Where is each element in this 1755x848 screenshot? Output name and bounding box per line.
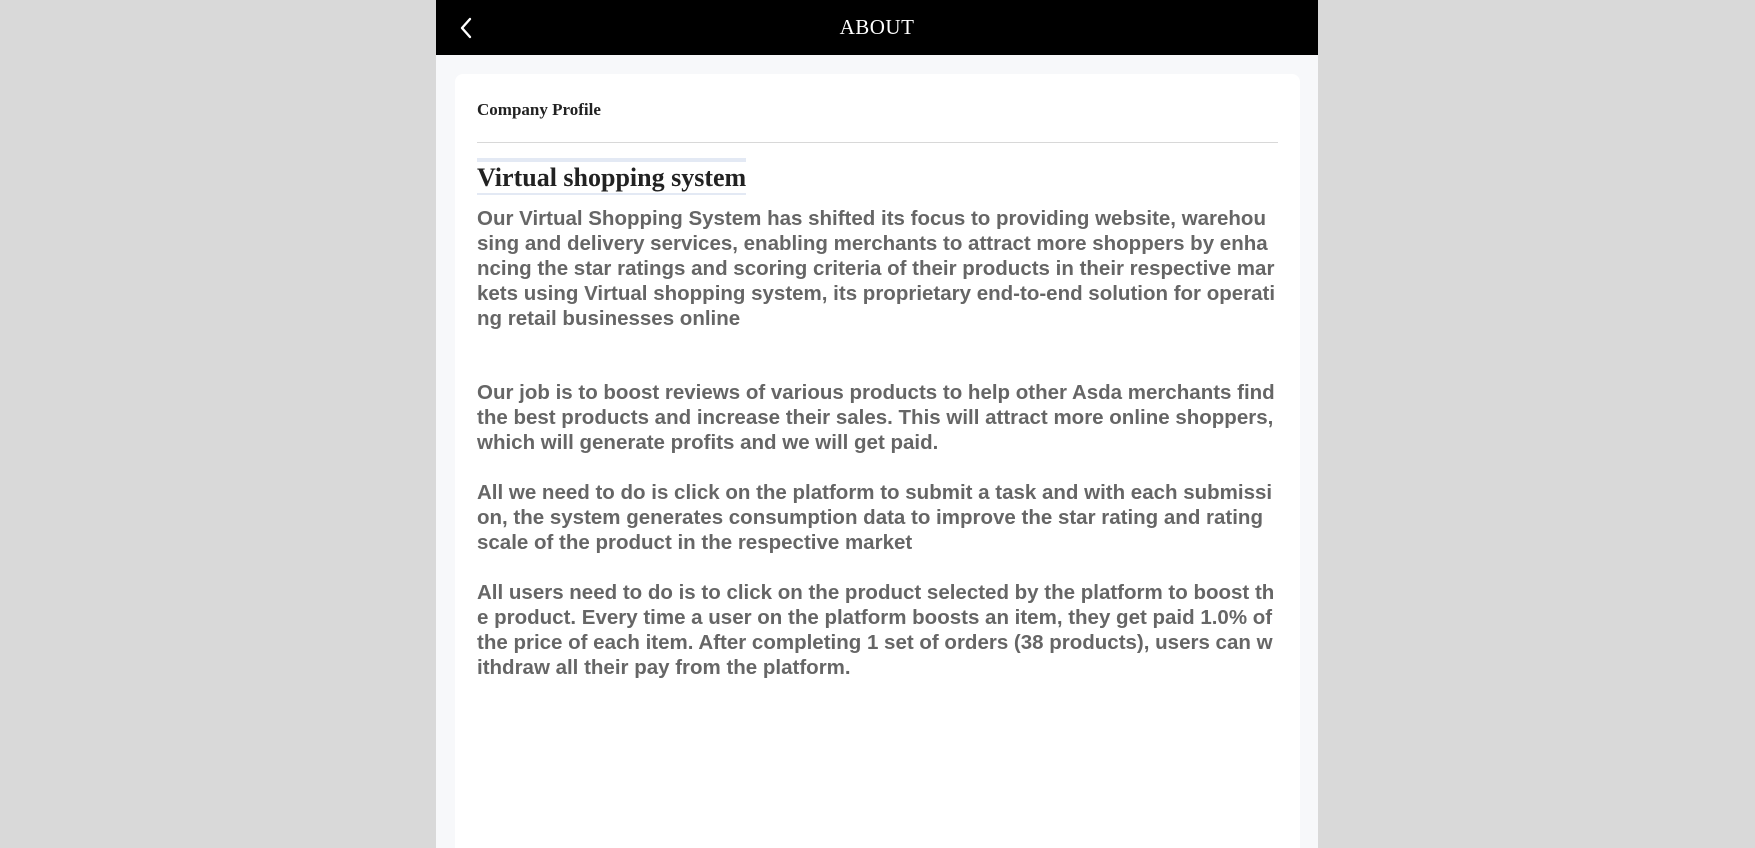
top-navigation-bar <box>436 0 1318 55</box>
page-title: ABOUT <box>839 15 915 39</box>
paragraph: All users need to do is to click on the product selected by the platform to boost the product. Every time a user on the platform boosts an item, they get paid 1.0% of the price of each item. After completing 1 set of orders (38 products), users can withdraw all their pay from the platform. <box>477 581 1275 679</box>
paragraph: All we need to do is click on the platform to submit a task and with each submission, the system generates consumption data to improve the star rating and rating scale of the product in the respective market <box>477 481 1273 554</box>
divider <box>477 142 1278 143</box>
mobile-viewport <box>436 0 1318 848</box>
company-profile-card <box>455 74 1300 848</box>
paragraph: Our job is to boost reviews of various products to help other Asda merchants find the best products and increase their sales. This will attract more online shoppers, which will generate profits and we will get paid. <box>477 381 1275 454</box>
profile-content <box>477 158 1277 680</box>
section-title: Company Profile <box>477 100 601 119</box>
paragraph: Our Virtual Shopping System has shifted its focus to providing website, warehousing and delivery services, enabling merchants to attract more shoppers by enhancing the star ratings and scoring criteria of their products in their respective markets using Virtual shopping system, its proprietary end-to-end solution for operating retail businesses online <box>477 207 1276 330</box>
content-heading: Virtual shopping system <box>477 158 746 195</box>
